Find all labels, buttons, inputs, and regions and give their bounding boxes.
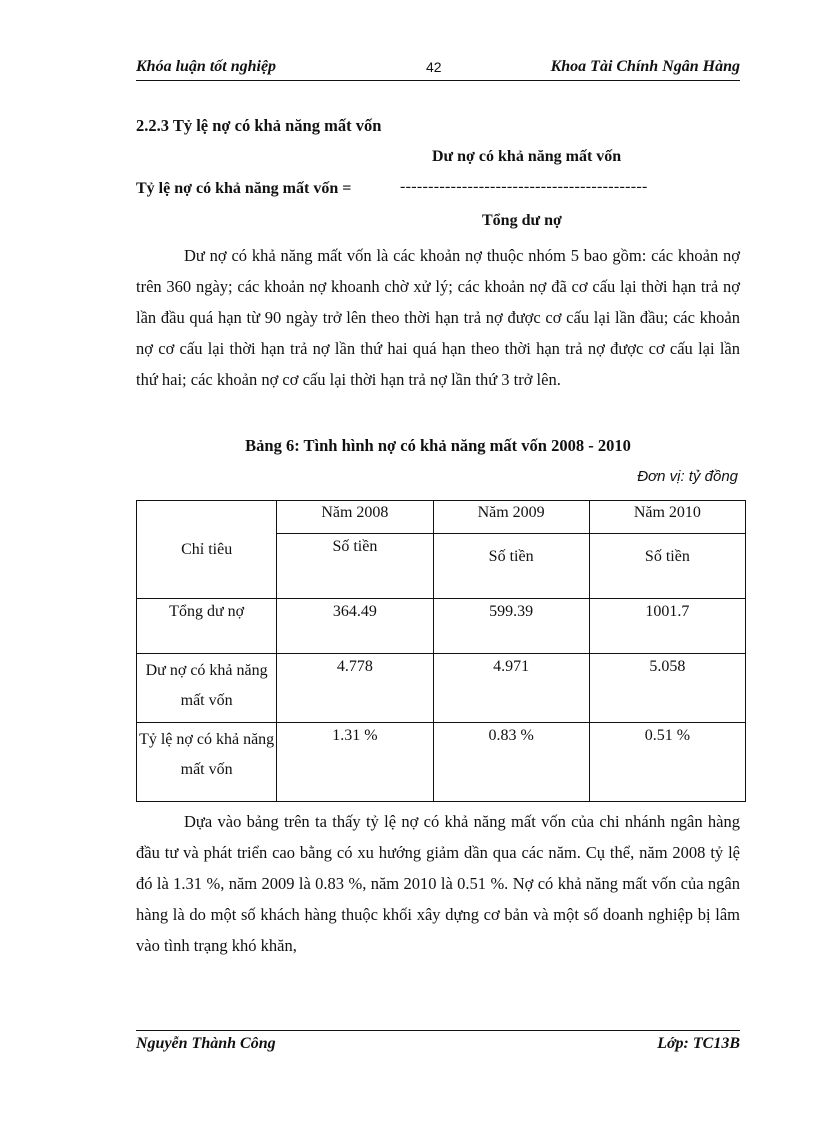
section-title: 2.2.3 Tỷ lệ nợ có khả năng mất vốn <box>136 116 382 135</box>
year-2009-header: Năm 2009 <box>433 501 589 534</box>
subheader-2008: Số tiền <box>277 534 433 599</box>
header-thesis-label: Khóa luận tốt nghiệp <box>136 58 277 75</box>
row-header-cell: Chỉ tiêu <box>137 501 277 599</box>
paragraph-definition: Dư nợ có khả năng mất vốn là các khoản nợ thuộc nhóm 5 bao gồm: các khoản nợ trên 360 ngày; các khoản nợ khoanh chờ xử lý; các khoản nợ đã cơ cấu lại thời hạn trả nợ lần đầu quá hạn từ 90 ngày trở lên theo thời hạn trả nợ được cơ cấu lại lần đầu; các khoản nợ cơ cấu lại thời hạn trả nợ lần thứ hai quá hạn theo thời hạn trả nợ được cơ cấu lại lần thứ hai; các khoản nợ cơ cấu lại thời hạn trả nợ lần thứ 3 trở lên. <box>136 246 740 389</box>
row-label-loss-ratio: Tỷ lệ nợ có khả năng mất vốn <box>137 723 277 802</box>
cell-total-2008: 364.49 <box>277 599 433 654</box>
footer-class: Lớp: TC13B <box>657 1035 740 1052</box>
table-row <box>137 723 746 802</box>
formula-lhs: Tỷ lệ nợ có khả năng mất vốn = <box>136 180 352 197</box>
cell-ratio-2008: 1.31 % <box>277 723 433 802</box>
formula-divider: -------------------------------------------- <box>400 178 648 195</box>
year-2008-header: Năm 2008 <box>277 501 433 534</box>
table-unit: Đơn vị: tỷ đồng <box>637 468 738 485</box>
year-2010-header: Năm 2010 <box>589 501 745 534</box>
cell-ratio-2009: 0.83 % <box>433 723 589 802</box>
row-label-total-debt: Tổng dư nợ <box>137 599 277 654</box>
paragraph-analysis: Dựa vào bảng trên ta thấy tỷ lệ nợ có khả năng mất vốn của chi nhánh ngân hàng đầu tư và phát triển cao bằng có xu hướng giảm dần qua các năm. Cụ thể, năm 2008 tỷ lệ đó là 1.31 %, năm 2009 là 0.83 %, năm 2010 là 0.51 %. Nợ có khả năng mất vốn của ngân hàng là do một số khách hàng thuộc khối xây dựng cơ bản và một số doanh nghiệp bị lâm vào tình trạng khó khăn, <box>136 812 740 955</box>
table-row <box>137 599 746 654</box>
page-footer <box>136 1030 740 1057</box>
row-label-loss-debt: Dư nợ có khả năng mất vốn <box>137 654 277 723</box>
page-header <box>136 58 740 81</box>
cell-total-2010: 1001.7 <box>589 599 745 654</box>
formula-denominator: Tổng dư nợ <box>482 212 562 229</box>
cell-loss-2009: 4.971 <box>433 654 589 723</box>
cell-total-2009: 599.39 <box>433 599 589 654</box>
header-faculty-label: Khoa Tài Chính Ngân Hàng <box>550 58 740 75</box>
cell-loss-2010: 5.058 <box>589 654 745 723</box>
subheader-2009: Số tiền <box>433 534 589 599</box>
formula-numerator: Dư nợ có khả năng mất vốn <box>432 148 622 165</box>
table-header-row <box>137 501 746 534</box>
loss-debt-table <box>136 500 746 802</box>
table-caption: Bảng 6: Tình hình nợ có khả năng mất vốn 2008 - 2010 <box>245 436 631 455</box>
subheader-2010: Số tiền <box>589 534 745 599</box>
cell-loss-2008: 4.778 <box>277 654 433 723</box>
page-number: 42 <box>426 59 442 75</box>
footer-author: Nguyễn Thành Công <box>136 1035 276 1052</box>
table-row <box>137 654 746 723</box>
cell-ratio-2010: 0.51 % <box>589 723 745 802</box>
